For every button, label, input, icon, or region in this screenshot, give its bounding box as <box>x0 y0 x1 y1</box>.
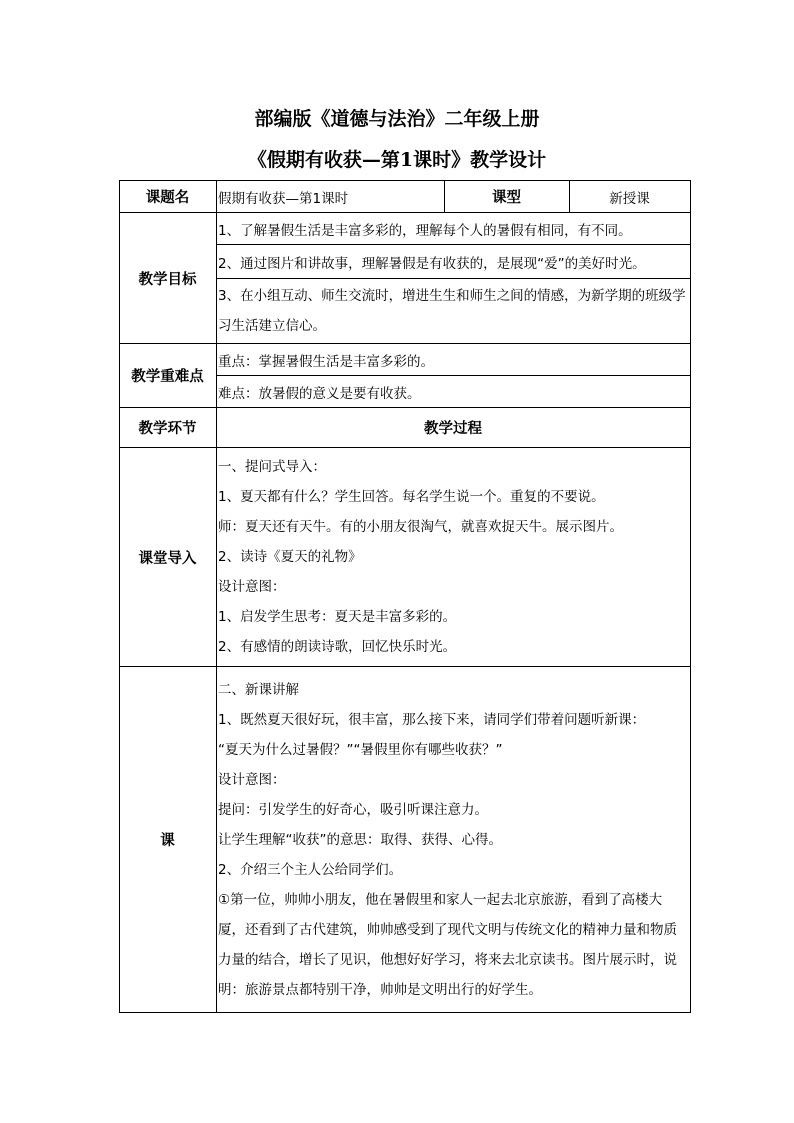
intro-label: 课堂导入 <box>120 448 217 667</box>
table-row <box>120 667 691 1013</box>
stage-header: 教学环节 <box>120 408 217 448</box>
lesson-type-label: 课型 <box>445 181 570 213</box>
table-row <box>120 181 691 213</box>
objectives-label: 教学目标 <box>120 213 217 344</box>
objective-item: 3、在小组互动、师生交流时，增进生生和师生之间的情感，为新学期的班级学习生活建立信心。 <box>217 279 691 344</box>
document-subtitle: 《假期有收获—第1课时》教学设计 <box>247 149 547 171</box>
document-title: 部编版《道德与法治》二年级上册 <box>254 108 540 130</box>
lesson-line: 1、既然夏天很好玩，很丰富，那么接下来，请同学们带着问题听新课： <box>218 711 646 728</box>
key-point-item: 难点：放暑假的意义是要有收获。 <box>217 376 691 408</box>
intro-line: 1、启发学生思考：夏天是丰富多彩的。 <box>218 609 457 625</box>
lesson-label: 课 <box>120 667 217 1013</box>
objective-item: 2、通过图片和讲故事，理解暑假是有收获的，是展现“爱”的美好时光。 <box>217 245 691 279</box>
table-row <box>120 213 691 245</box>
table-row <box>120 344 691 376</box>
lesson-line: 二、新课讲解 <box>218 681 299 698</box>
lesson-content <box>217 667 691 1013</box>
lesson-line: 设计意图： <box>218 771 286 788</box>
process-header: 教学过程 <box>217 408 691 448</box>
table-row <box>120 408 691 448</box>
lesson-paragraph: ①第一位，帅帅小朋友，他在暑假里和家人一起去北京旅游，看到了高楼大厦，还看到了古代建筑，帅帅感受到了现代文明与传统文化的精神力量和物质力量的结合，增长了见识，他想好好学习，将来去北京读书。图片展示时，说明：旅游景点都特别干净，帅帅是文明出行的好学生。 <box>218 891 677 998</box>
objective-item: 1、了解暑假生活是丰富多彩的，理解每个人的暑假有相同，有不同。 <box>217 213 691 245</box>
intro-line: 1、夏天都有什么？学生回答。每名学生说一个。重复的不要说。 <box>218 489 605 505</box>
lesson-line: 提问：引发学生的好奇心，吸引听课注意力。 <box>218 801 488 818</box>
topic-label: 课题名 <box>120 181 217 213</box>
lesson-plan-table <box>119 180 691 1013</box>
intro-line: 2、读诗《夏天的礼物》 <box>218 549 362 565</box>
intro-line: 一、提问式导入： <box>218 459 326 475</box>
lesson-line: “夏天为什么过暑假？”“暑假里你有哪些收获？” <box>218 741 503 758</box>
lesson-type-value: 新授课 <box>570 181 691 213</box>
topic-value: 假期有收获—第1课时 <box>217 181 445 213</box>
intro-line: 设计意图： <box>218 579 286 595</box>
lesson-line: 让学生理解“收获”的意思：取得、获得、心得。 <box>218 831 502 848</box>
intro-line: 师：夏天还有天牛。有的小朋友很淘气，就喜欢捉天牛。展示图片。 <box>218 519 623 535</box>
intro-content <box>217 448 691 667</box>
key-points-label: 教学重难点 <box>120 344 217 408</box>
intro-line: 2、有感情的朗读诗歌，回忆快乐时光。 <box>218 639 457 655</box>
table-row <box>120 448 691 667</box>
lesson-line: 2、介绍三个主人公给同学们。 <box>218 861 403 878</box>
key-point-item: 重点：掌握暑假生活是丰富多彩的。 <box>217 344 691 376</box>
